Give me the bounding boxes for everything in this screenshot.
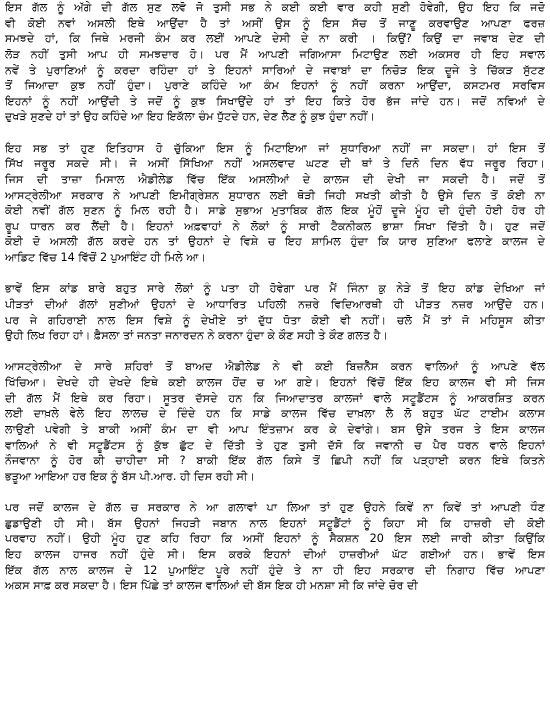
text-line: ਰੂਪ ਧਾਰਨ ਕਰ ਲੈਂਦੀ ਹੈ। ਇਹਨਾਂ ਅਫ਼ਵਾਹਾਂ ਨੇ ਲੋਕਾਂ ਨੂੰ ਸਾਰੀ ਟੈਕਨੀਕਲ ਭਾਸ਼ਾ ਸਿਖਾ ਦਿੱਤੀ ਹੈ। ਹੁਣ ਜਦੋਂ <box>5 219 545 233</box>
text-line: ਜਿਸ ਦੀ ਤਾਜ਼ਾ ਮਿਸਾਲ ਐਡੀਲੇਡ ਵਿੱਚ ਇੱਕ ਅਸਲੀਆਂ ਦੇ ਕਾਲਜ ਦੀ ਦੇਖੀ ਜਾ ਸਕਦੀ ਹੈ। ਜਦੋਂ ਤੋਂ <box>5 172 545 186</box>
text-line: ਆਸਟ੍ਰੇਲੀਆ ਦੇ ਸਾਰੇ ਸ਼ਹਿਰਾਂ ਤੋਂ ਬਾਅਦ ਐਡੀਲੇਡ ਨੇ ਵੀ ਕਈ ਬਿਜ਼ਨੈੱਸ ਕਰਨ ਵਾਲਿਆਂ ਨੂੰ ਆਪਣੇ ਵੱਲ <box>5 360 545 374</box>
text-line: ਲੋੜ ਨਹੀਂ ਤੁਸੀ ਆਪ ਹੀ ਸਮਝਦਾਰ ਹੋ। ਪਰ ਮੈਂ ਆਪਣੀ ਜਗਿਆਸਾ ਮਿਟਾਉਣ ਲਈ ਅਕਸਰ ਹੀ ਇਹ ਸਵਾਲ <box>5 47 545 61</box>
text-line: ਦੀ ਗੱਲ ਮੈਂ ਇਥੇ ਕਰ ਰਿਹਾ। ਸੂਤਰ ਦੱਸਦੇ ਹਨ ਕਿ ਜਿਆਦਾਤਰ ਕਾਲਜਾਂ ਵਾਲੇ ਸਟੂਡੈਂਟਸ ਨੂੰ ਆਕਰਸ਼ਿਤ ਕਰਨ <box>5 391 545 405</box>
paragraph <box>5 359 545 484</box>
text-line: ਅਕਸ ਸਾਫ਼ ਕਰ ਸਕਦਾ ਹੈ। ਇਸ ਪਿੱਛੇ ਤਾਂ ਕਾਲਜ ਵਾਲਿਆਂ ਦੀ ਬੱਸ ਇਕ ਹੀ ਮਨਸ਼ਾ ਸੀ ਕਿ ਜਾਂਦੇ ਚੋਰ ਦੀ <box>5 579 418 593</box>
text-line: ਉਹੀ ਲਿਖ ਰਿਹਾ ਹਾਂ। ਫ਼ੈਸਲਾ ਤਾਂ ਜਨਤਾ ਜਨਾਰਦਨ ਨੇ ਕਰਨਾ ਹੁੰਦਾ ਕੇ ਕੌਣ ਸਹੀ ਤੇ ਕੌਣ ਗਲਤ ਹੈ। <box>5 329 389 343</box>
text-line: ਇਸ ਗੱਲ ਨੂੰ ਅੱਗੇ ਦੀ ਗੱਲ ਸੁਣ ਲਵੋ ਜੋ ਤੁਸੀ ਸਭ ਨੇ ਕਈ ਕਈ ਵਾਰ ਕਹੀ ਸੁਣੀ ਹੋਵੇਗੀ, ਉਹ ਇਹ ਕਿ ਜਦੋ <box>5 1 545 14</box>
text-line: ਨੌਜਵਾਨਾ ਨੂੰ ਹੋਰ ਕੀ ਚਾਹੀਦਾ ਸੀ ? ਬਾਕੀ ਇੱਕ ਗੱਲ ਕਿਸੇ ਤੋਂ ਛਿਪੀ ਨਹੀਂ ਕਿ ਪੜ੍ਹਾਈ ਕਰਨ ਇਥੇ ਕਿਤਨੇ <box>5 454 545 468</box>
text-line: ਛੁਡਾਉਣੀ ਹੀ ਸੀ। ਬੱਸ ਉਹਨਾਂ ਜਿਹੜੀ ਜਬਾਨ ਨਾਲ ਇਹਨਾਂ ਸਟੂਡੈਂਟਾਂ ਨੂੰ ਕਿਹਾ ਸੀ ਕਿ ਹਾਜ਼ਰੀ ਦੀ ਕੋਈ <box>5 516 545 530</box>
paragraph <box>5 0 545 125</box>
text-line: ਆਸਟ੍ਰੇਲੀਆ ਸਰਕਾਰ ਨੇ ਆਪਣੀ ਇਮੀਗ੍ਰੇਸ਼ਨ ਸੁਧਾਰਨ ਲਈ ਥੋੜੀ ਜਿਹੀ ਸਖਤੀ ਕੀਤੀ ਹੈ ਉਸੇ ਦਿਨ ਤੋਂ ਕੋਈ ਨਾ <box>5 188 545 202</box>
text-line: ਲਈ ਦਾਖ਼ਲੇ ਵੇਲੇ ਇਹ ਲਾਲਚ ਦੇ ਦਿੰਦੇ ਹਨ ਕਿ ਸਾਡੇ ਕਾਲਜ ਵਿੱਚ ਦਾਖ਼ਲਾ ਲੈ ਲੋ ਬਹੁਤ ਘੱਟ ਟਾਈਮ ਕਲਾਸ <box>5 407 545 421</box>
text-line: ਪਰ ਜੇ ਗਹਿਰਾਈ ਨਾਲ ਇਸ ਵਿਸ਼ੇ ਨੂੰ ਦੇਖੀਏ ਤਾਂ ਦੁੱਧ ਧੋਤਾ ਕੋਈ ਵੀ ਨਹੀਂ। ਚਲੋ ਮੈਂ ਤਾਂ ਜੋ ਮਹਿਸੂਸ ਕੀਤਾ <box>5 313 545 327</box>
text-line: ਤੋਂ ਜਿਆਦਾ ਕੁਝ ਨਹੀਂ ਹੁੰਦਾ। ਪੁਰਾਣੇ ਕਹਿੰਦੇ ਆ ਕੰਮ ਇਹਨਾਂ ਨੂੰ ਨਹੀਂ ਕਰਨਾ ਆਉਂਦਾ, ਕਸਟਮਰ ਸਰਵਿਸ <box>5 79 545 93</box>
text-line: ਦੁਖੜੇ ਸੁਣਦੇ ਹਾਂ ਤਾਂ ਉਹ ਕਹਿੰਦੇ ਆ ਇਹ ਇਕੱਲਾ ਚੰਮ ਧੁੱਟਦੇ ਹਨ, ਦੇਣ ਲੈਣ ਨੂੰ ਕੁਝ ਹੁੰਦਾ ਨਹੀਂ। <box>5 110 375 124</box>
text-line: ਇਹ ਸਭ ਤਾਂ ਹੁਣ ਇਤਿਹਾਸ ਹੋ ਚੁੱਕਿਆ ਇਸ ਨੂੰ ਮਿਟਾਇਆ ਜਾਂ ਸੁਧਾਰਿਆ ਨਹੀਂ ਜਾ ਸਕਦਾ। ਹਾਂ ਇਸ ਤੋਂ <box>5 141 545 155</box>
text-line: ਪੀੜਤਾਂ ਦੀਆਂ ਗੱਲਾਂ ਸੁਣੀਆਂ ਉਹਨਾਂ ਦੇ ਆਧਾਰਿਤ ਪਹਿਲੀ ਨਜ਼ਰੇ ਵਿਦਿਆਰਥੀ ਹੀ ਪੀੜਤ ਨਜ਼ਰ ਆਉਂਦੇ ਹਨ। <box>5 297 545 311</box>
text-line: ਭਾਵੇਂ ਇਸ ਕਾਂਡ ਬਾਰੇ ਬਹੁਤ ਸਾਰੇ ਲੋਕਾਂ ਨੂੰ ਪਤਾ ਹੀ ਹੋਵੇਗਾ ਪਰ ਮੈਂ ਜਿੰਨਾ ਕੁ ਨੇੜੇ ਤੋਂ ਇਹ ਕਾਂਡ ਦੇਖਿਆ ਜਾਂ <box>5 282 545 296</box>
paragraph <box>5 281 545 344</box>
text-line: ਇੱਕ ਗੱਲ ਨਾਲ ਕਾਲਜ ਦੇ 12 ਪੁਆਇੰਟ ਪੂਰੇ ਨਹੀਂ ਹੁੰਦੇ ਤੇ ਨਾ ਹੀ ਇਹ ਸਰਕਾਰ ਦੀ ਨਿਗਾਹ ਵਿੱਚ ਆਪਣਾ <box>5 563 545 577</box>
text-line: ਪਰ ਜਦੋਂ ਕਾਲਜ ਦੇ ਗੱਲ ਚ ਸਰਕਾਰ ਨੇ ਆ ਗਲਾਵਾਂ ਪਾ ਲਿਆ ਤਾਂ ਹੁਣ ਉਹਨੇ ਕਿਵੇਂ ਨਾ ਕਿਵੇਂ ਤਾਂ ਆਪਣੀ ਧੌਣ <box>5 500 545 514</box>
text-line: ਆਡਿਟ ਵਿੱਚ 14 ਵਿੱਚੋਂ 2 ਪੁਆਇੰਟ ਹੀ ਮਿਲੇ ਆ। <box>5 251 207 265</box>
text-line: ਕੋਈ ਨਵੀਂ ਗੱਲ ਸੁਣਨ ਨੂੰ ਮਿਲ ਰਹੀ ਹੈ। ਸਾਡੇ ਸੁਭਾਅ ਮੁਤਾਬਿਕ ਗੱਲ ਇਕ ਮੂੰਹੋਂ ਦੂਜੇ ਮੂੰਹ ਦੀ ਹੁੰਦੀ ਹੋਈ ਹੋਰ ਹੀ <box>5 204 545 218</box>
text-line: ਸਮਝਦੇ ਹਾਂ, ਕਿ ਜਿਥੇ ਮਰਜੀ ਕੰਮ ਕਰ ਲਈਂ ਆਪਣੇ ਦੇਸੀ ਦੇ ਨਾ ਕਰੀ । ਕਿਉਂ? ਕਿਉਂ ਦਾ ਜਵਾਬ ਦੇਣ ਦੀ <box>5 32 545 46</box>
paragraph <box>5 141 545 266</box>
text-line: ਲਾਉਣੀ ਪਵੇਗੀ ਤੇ ਬਾਕੀ ਅਸੀਂ ਕੰਮ ਦਾ ਵੀ ਆਪ ਇੰਤਜ਼ਾਮ ਕਰ ਕੇ ਦੇਵਾਂਗੇ। ਬਸ ਉਸੇ ਤਰਜ ਤੇ ਇਸ ਕਾਲਜ <box>5 422 545 436</box>
text-line: ਨਵੇਂ ਤੇ ਪੁਰਾਣਿਆਂ ਨੂੰ ਕਰਦਾ ਰਹਿੰਦਾ ਹਾਂ ਤੇ ਇਹਨਾਂ ਸਾਰਿਆਂ ਦੇ ਜਵਾਬਾਂ ਦਾ ਨਿਚੋੜ ਇਕ ਦੂਜੇ ਤੇ ਚਿੱਕੜ ਸੁੱਟਣ <box>5 63 545 77</box>
text-line: ਭੜੂਆ ਆਇਆ ਹਰ ਇਕ ਨੂੰ ਬੱਸ ਪੀ.ਆਰ. ਹੀ ਦਿਸ ਰਹੀ ਸੀ। <box>5 469 255 483</box>
text-line: ਇਹ ਕਾਲਜ ਹਾਜਰ ਨਹੀਂ ਹੁੰਦੇ ਸੀ। ਇਸ ਕਰਕੇ ਇਹਨਾਂ ਦੀਆਂ ਹਾਜ਼ਰੀਆਂ ਘੱਟ ਗਈਆਂ ਹਨ। ਭਾਵੇਂ ਇਸ <box>5 547 545 561</box>
text-line: ਵਾਲਿਆਂ ਨੇ ਵੀ ਸਟੂਡੈਂਟਸ ਨੂੰ ਕੁੱਝ ਛੁੱਟ ਦੇ ਦਿੱਤੀ ਤੇ ਹੁਣ ਤੁਸੀ ਦੱਸੋ ਕਿ ਜਵਾਨੀ ਚ ਪੈਰ ਧਰਨ ਵਾਲੇ ਇਹਨਾਂ <box>5 438 545 452</box>
text-line: ਖਿੱਚਿਆ। ਦੇਖਦੇ ਹੀ ਦੇਖਦੇ ਇਥੇ ਕਈ ਕਾਲਜ ਹੋਂਦ ਚ ਆ ਗਏ। ਇਹਨਾਂ ਵਿੱਚੋਂ ਇੱਕ ਇਹ ਕਾਲਜ ਵੀ ਸੀ ਜਿਸ <box>5 375 545 389</box>
text-line: ਇਹਨਾਂ ਨੂੰ ਨਹੀਂ ਆਉਂਦੀ ਤੇ ਜਦੋਂ ਨੂੰ ਕੁਝ ਸਿਖਾਉਂਦੇ ਹਾਂ ਤਾਂ ਇਹ ਕਿਤੇ ਹੋਰ ਭੱਜ ਜਾਂਦੇ ਹਨ। ਜਦੋਂ ਨਵਿਆਂ ਦੇ <box>5 94 545 108</box>
text-line: ਸਿੱਖ ਜਰੂਰ ਸਕਦੇ ਸੀ। ਜੋ ਅਸੀਂ ਸਿੱਖਿਆ ਨਹੀਂ ਅਸਲਵਾਦ ਘਟਣ ਦੀ ਥਾਂ ਤੇ ਦਿਨੋ ਦਿਨ ਵੱਧ ਜਰੂਰ ਰਿਹਾ। <box>5 157 545 171</box>
text-line: ਵੀ ਕੋਈ ਨਵਾਂ ਅਸਲੀ ਇਥੇ ਆਉਂਦਾ ਹੈ ਤਾਂ ਅਸੀਂ ਉਸ ਨੂੰ ਇਸ ਸੱਚ ਤੋਂ ਜਾਣੂ ਕਰਵਾਉਣ ਆਪਣਾ ਫਰਜ਼ <box>5 16 545 30</box>
text-line: ਪਰਵਾਹ ਨਹੀਂ। ਉਹੀ ਮੂੰਹ ਹੁਣ ਕਹਿ ਰਿਹਾ ਕਿ ਅਸੀਂ ਇਹਨਾਂ ਨੂੰ ਸੈਕਸ਼ਨ 20 ਇਸ ਲਈ ਜਾਰੀ ਕੀਤਾ ਕਿਉਂਕਿ <box>5 532 545 546</box>
paragraph <box>5 500 545 594</box>
text-line: ਕੋਈ ਦੋ ਅਸਲੀ ਗੱਲ ਕਰਦੇ ਹਨ ਤਾਂ ਉਹਨਾਂ ਦੇ ਵਿਸ਼ੇ ਚ ਇਹ ਸ਼ਾਮਿਲ ਹੁੰਦਾ ਕਿ ਯਾਰ ਸੁਣਿਆ ਫਲਾਣੇ ਕਾਲਜ ਦੇ <box>5 235 545 249</box>
